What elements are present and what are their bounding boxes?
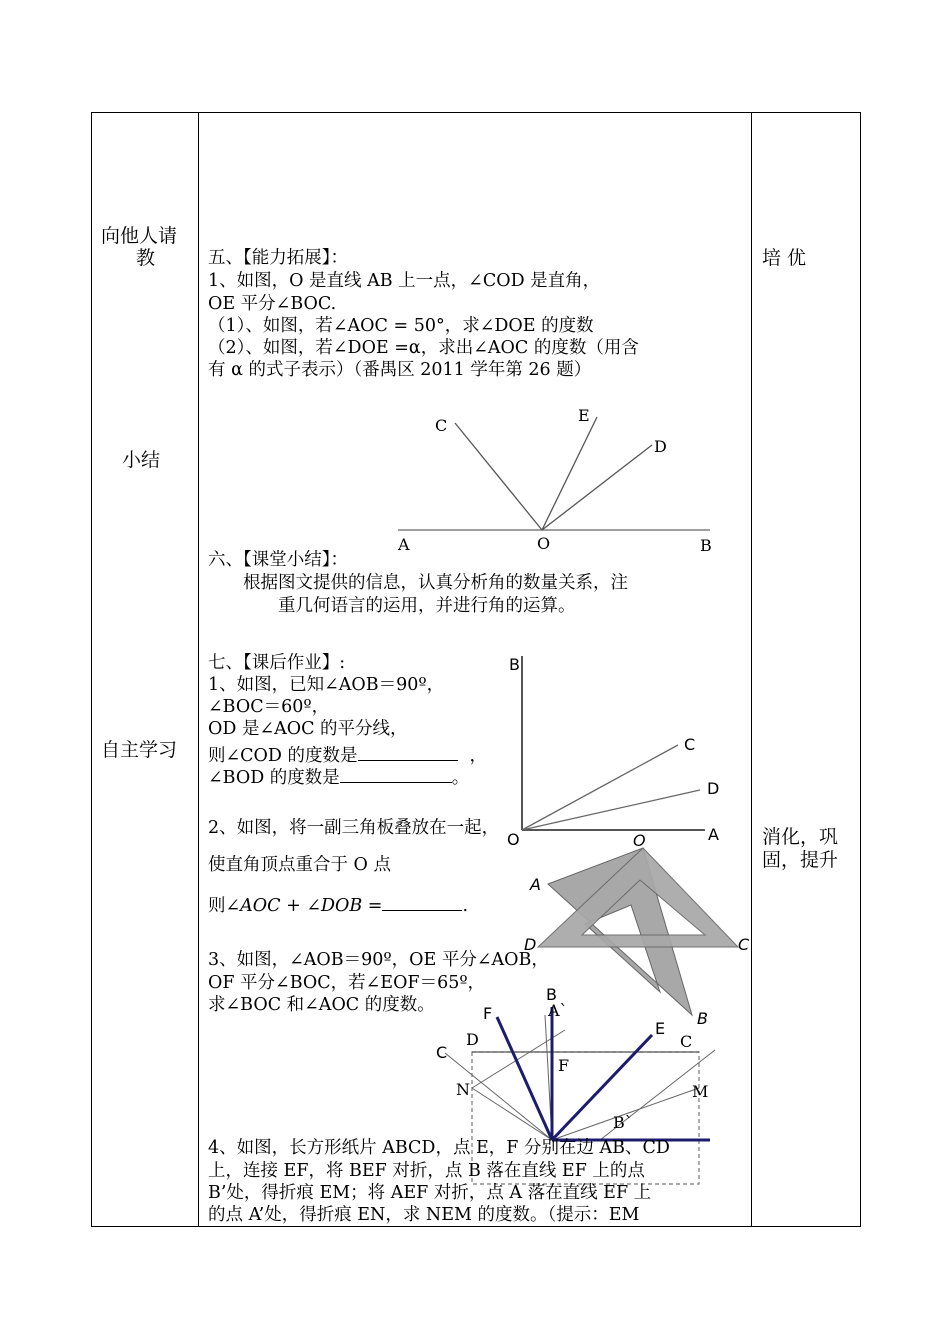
section6-line1: 根据图文提供的信息，认真分析角的数量关系，注 xyxy=(243,573,628,593)
hw3-label-b: B xyxy=(546,985,557,1004)
hw1-q-cod: 则∠COD 的度数是 xyxy=(208,746,358,766)
hw2-label-a: A xyxy=(530,875,541,894)
ray-oc xyxy=(455,423,542,530)
left-label-ask-others: 向他人请 xyxy=(101,225,178,247)
hw1-ray-od xyxy=(522,790,700,830)
section5-line1: 1、如图，O 是直线 AB 上一点，∠COD 是直角， xyxy=(208,271,601,291)
hw3-line1: 3、如图，∠AOB＝90º，OE 平分∠AOB， xyxy=(208,950,549,970)
figure-hw1 xyxy=(507,655,719,849)
left-label-self-study: 自主学习 xyxy=(101,739,178,761)
section5-line2: OE 平分∠BOC. xyxy=(208,294,337,314)
hw4-line3: B’处，得折痕 EM；将 AEF 对折，点 A 落在直线 EF 上 xyxy=(208,1183,652,1203)
left-label-ask-others-2: 教 xyxy=(136,247,156,269)
hw4-line2: 上，连接 EF，将 BEF 对折，点 B 落在直线 EF 上的点 xyxy=(208,1161,645,1181)
hw4-label-n: N xyxy=(456,1080,470,1099)
hw2-formula: ∠AOC + ∠DOB = xyxy=(225,896,383,916)
figure-angle-cod xyxy=(397,406,712,555)
hw4-label-c: C xyxy=(680,1032,693,1051)
hw1-label-c: C xyxy=(684,735,696,754)
hw1-line4: 则∠COD 的度数是 ， xyxy=(208,742,487,767)
section7-heading: 七、【课后作业】: xyxy=(208,653,346,673)
left-label-summary: 小结 xyxy=(122,449,161,471)
hw1-answer-blank-bod[interactable] xyxy=(340,764,452,783)
hw2-label-o: O xyxy=(633,831,646,850)
right-label-consolidate-2: 固，提升 xyxy=(762,849,839,871)
section5-line5: 有 α 的式子表示）（番禺区 2011 学年第 26 题） xyxy=(208,360,592,380)
hw3-label-f: F xyxy=(483,1004,493,1023)
hw1-q-bod: ∠BOD 的度数是 xyxy=(208,768,340,788)
hw1-line3: OD 是∠AOC 的平分线， xyxy=(208,719,408,739)
ray-oe xyxy=(542,417,597,530)
section6-line2: 重几何语言的运用，并进行角的运算。 xyxy=(278,596,576,616)
hw4-label-d: D xyxy=(466,1030,479,1049)
right-label-enrich: 培 优 xyxy=(762,247,807,269)
hw4-line4: 的点 A’处，得折痕 EN，求 NEM 的度数。（提示：EM xyxy=(208,1205,640,1225)
section5-line4: （2）、如图，若∠DOE =α，求出∠AOC 的度数（用含 xyxy=(208,338,639,358)
hw3-ray-oe xyxy=(552,1035,652,1140)
hw4-label-m: M xyxy=(692,1082,709,1101)
hw2-label-c: C xyxy=(738,935,750,954)
hw2-line3: 则∠AOC + ∠DOB = . xyxy=(208,892,468,917)
fig1-label-o: O xyxy=(537,534,551,553)
figure-hw2-triangles xyxy=(524,831,750,1028)
hw1-label-d: D xyxy=(707,779,720,798)
hw2-answer-blank[interactable] xyxy=(382,892,462,911)
hw3-line3: 求∠BOC 和∠AOC 的度数。 xyxy=(208,995,435,1015)
fig1-label-b: B xyxy=(700,536,712,555)
section5-line3: （1）、如图，若∠AOC = 50°，求∠DOE 的度数 xyxy=(208,316,594,336)
hw4-label-b-prime: B` xyxy=(613,1113,633,1132)
right-label-consolidate: 消化，巩 xyxy=(762,826,839,848)
section6-heading: 六、【课堂小结】： xyxy=(208,550,348,570)
hw2-line1: 2、如图，将一副三角板叠放在一起， xyxy=(208,818,500,838)
hw1-line1: 1、如图，已知∠AOB＝90º， xyxy=(208,675,445,695)
hw1-ray-oc xyxy=(522,745,678,830)
hw4-label-a-prime: A` xyxy=(548,1001,568,1020)
hw2-label-d: D xyxy=(524,935,537,954)
hw2-label-b: B xyxy=(697,1009,708,1028)
hw3-label-c: C xyxy=(436,1043,448,1062)
section5-heading: 五、【能力拓展】： xyxy=(208,248,348,268)
hw3-line2: OF 平分∠BOC，若∠EOF＝65º， xyxy=(208,973,486,993)
fig1-label-e: E xyxy=(578,406,590,425)
fig1-label-c: C xyxy=(435,416,448,435)
hw2-line2: 使直角顶点重合于 O 点 xyxy=(208,855,391,875)
fig1-label-d: D xyxy=(654,437,667,456)
hw1-line5: ∠BOD 的度数是 。 xyxy=(208,764,469,789)
ray-od xyxy=(542,445,652,530)
fig1-label-a: A xyxy=(398,535,410,554)
hw4-line1: 4、如图，长方形纸片 ABCD，点 E，F 分别在边 AB、CD xyxy=(208,1138,670,1158)
hw1-answer-blank-cod[interactable] xyxy=(358,742,458,761)
hw4-label-f: F xyxy=(558,1056,570,1075)
hw1-label-a: A xyxy=(708,825,719,844)
hw1-line2: ∠BOC＝60º， xyxy=(208,697,330,717)
hw3-label-e: E xyxy=(655,1019,666,1038)
hw1-label-b: B xyxy=(509,655,520,674)
hw1-label-o: O xyxy=(507,830,520,849)
